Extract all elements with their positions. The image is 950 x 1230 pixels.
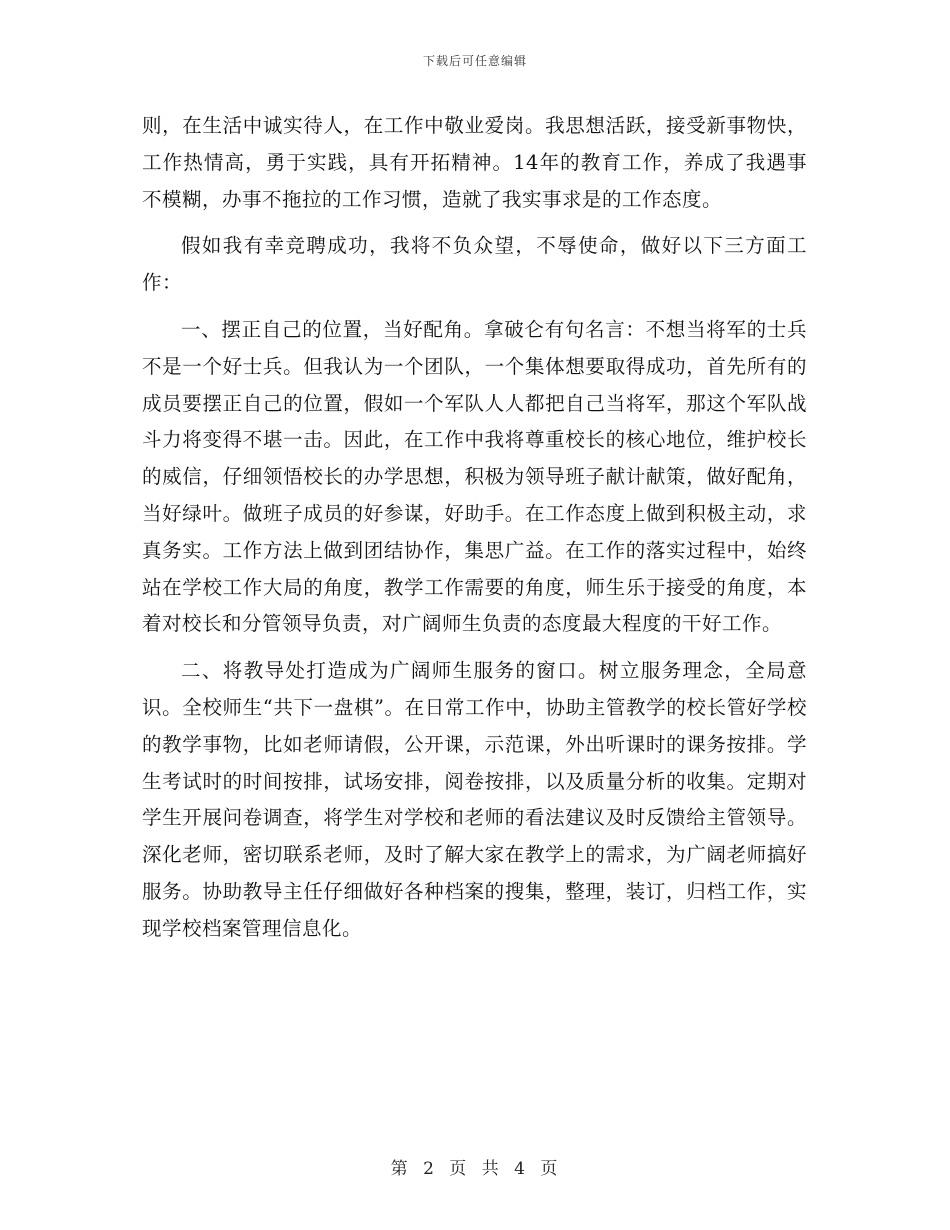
page-number-footer: 第 2 页 共 4 页 (390, 1159, 560, 1179)
paragraph-intro-three-tasks: 假如我有幸竞聘成功，我将不负众望，不辱使命，做好以下三方面工作： (142, 234, 807, 295)
page-header: 下载后可任意编辑 (422, 54, 527, 68)
paragraph-task-two: 二、将教导处打造成为广阔师生服务的窗口。树立服务理念，全局意识。全校师生“共下一盘棋”。在日常工作中，协助主管教学的校长管好学校的教学事物，比如老师请假，公开课，示范课，外出听课时的课务按排。学生考试时的时间按排，试场安排，阅卷按排，以及质量分析的收集。定期对学生开展问卷调查，将学生对学校和老师的看法建议及时反馈给主管领导。深化老师，密切联系老师，及时了解大家在教学上的需求，为广阔老师搞好服务。协助教导主任仔细做好各种档案的搜集，整理，装订，归档工作，实现学校档案管理信息化。 (142, 659, 807, 940)
paragraph-continuation: 则，在生活中诚实待人，在工作中敬业爱岗。我思想活跃，接受新事物快，工作热情高，勇于实践，具有开拓精神。14年的教育工作，养成了我遇事不模糊，办事不拖拉的工作习惯，造就了我实事求是的工作态度。 (142, 114, 807, 211)
document-body (142, 108, 807, 958)
paragraph-task-one: 一、摆正自己的位置，当好配角。拿破仑有句名言：不想当将军的士兵不是一个好士兵。但我认为一个团队，一个集体想要取得成功，首先所有的成员要摆正自己的位置，假如一个军队人人都把自己当将军，那这个军队战斗力将变得不堪一击。因此，在工作中我将尊重校长的核心地位，维护校长的威信，仔细领悟校长的办学思想，积极为领导班子献计献策，做好配角，当好绿叶。做班子成员的好参谋，好助手。在工作态度上做到积极主动，求真务实。工作方法上做到团结协作，集思广益。在工作的落实过程中，始终站在学校工作大局的角度，教学工作需要的角度，师生乐于接受的角度，本着对校长和分管领导负责，对广阔师生负责的态度最大程度的干好工作。 (142, 317, 807, 636)
